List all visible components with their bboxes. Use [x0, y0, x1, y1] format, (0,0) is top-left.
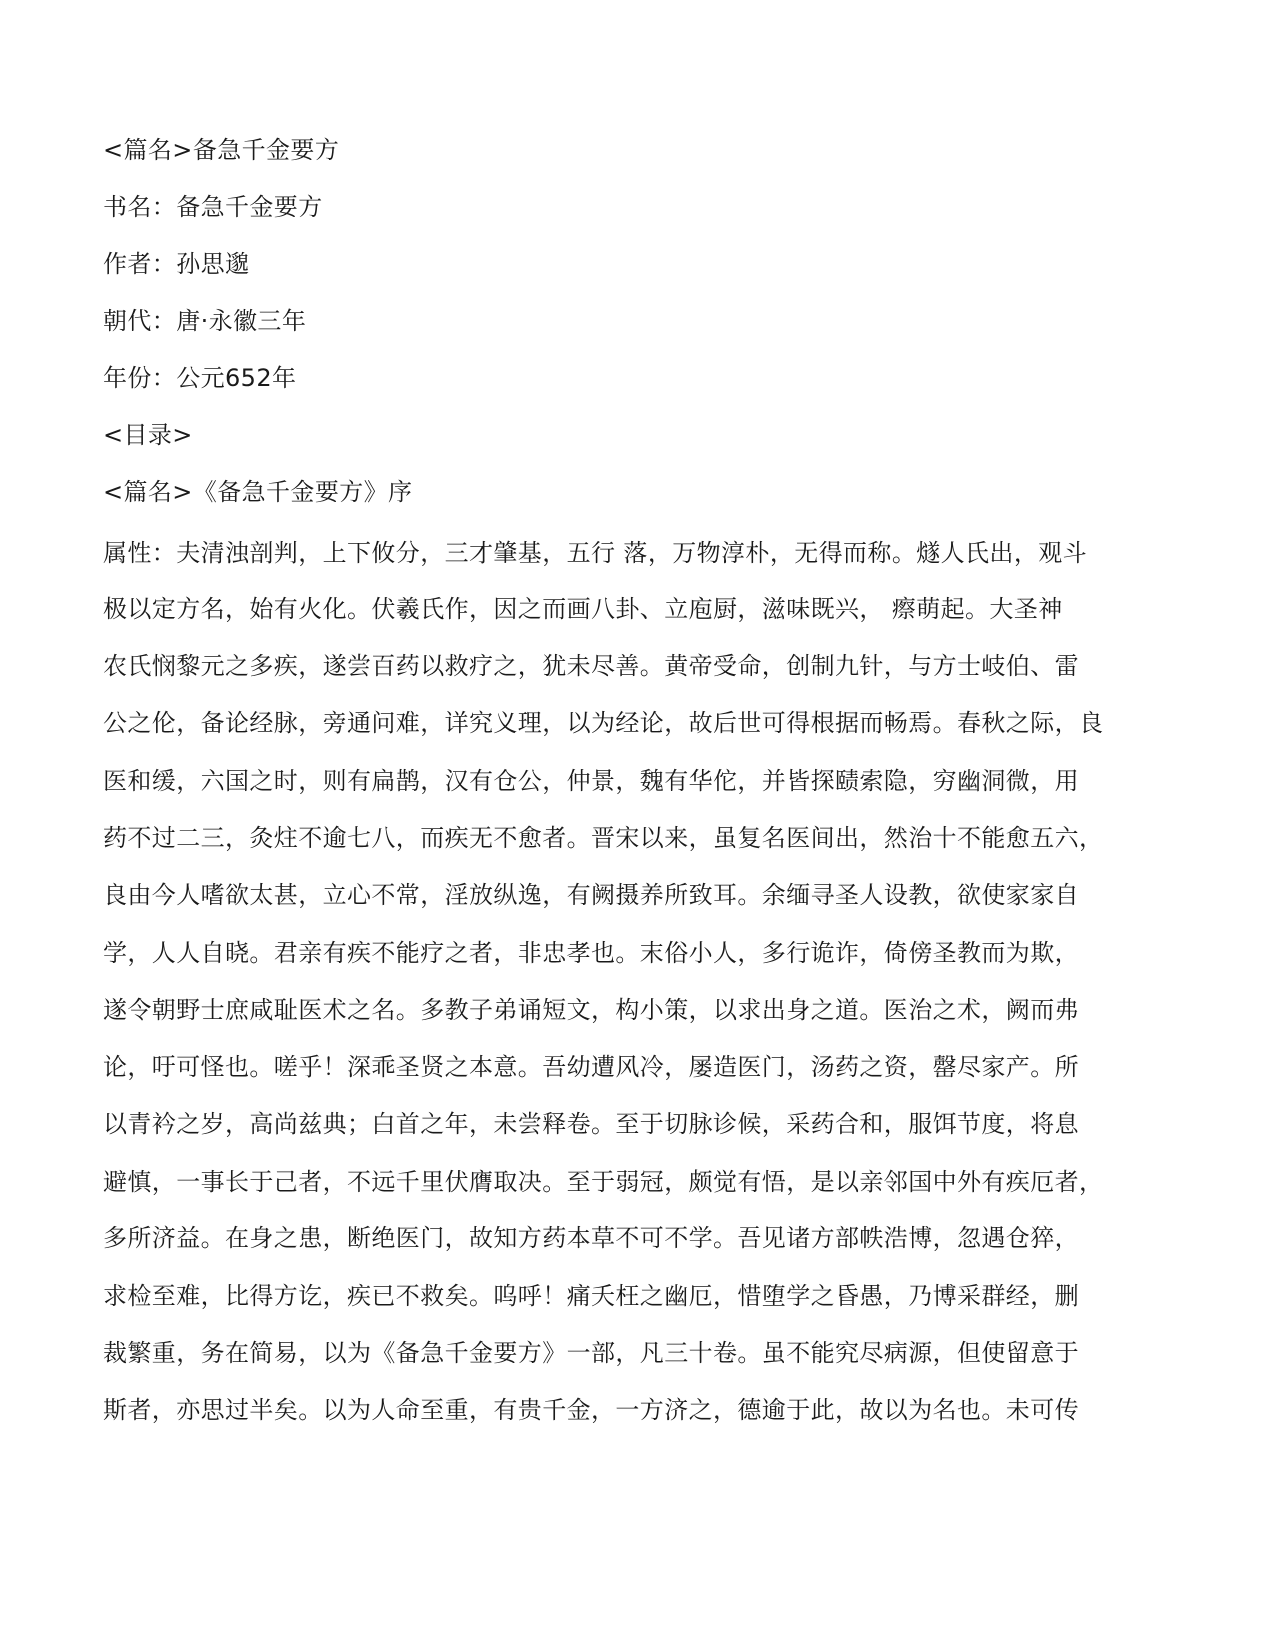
body-line: 遂令朝野士庶咸耻医术之名。多教子弟诵短文，构小策，以求出身之道。医治之术，阙而弗 [103, 996, 1079, 1024]
body-line: 论，吁可怪也。嗟乎！深乖圣贤之本意。吾幼遭风冷，屡造医门，汤药之资，罄尽家产。所 [103, 1053, 1079, 1081]
body-line: 多所济益。在身之患，断绝医门，故知方药本草不可不学。吾见诸方部帙浩博，忽遇仓猝， [103, 1224, 1079, 1252]
book-name-line: 书名：备急千金要方 [103, 193, 323, 221]
author-line: 作者：孙思邈 [103, 250, 250, 278]
body-line: 公之伦，备论经脉，旁通问难，详究义理，以为经论，故后世可得根据而畅焉。春秋之际，良 [103, 709, 1104, 737]
preface-title-line: <篇名>《备急千金要方》序 [103, 478, 413, 506]
body-line: 求检至难，比得方讫，疾已不救矣。呜呼！痛夭枉之幽厄，惜堕学之昏愚，乃博采群经，删 [103, 1282, 1079, 1310]
body-line: 农氏悯黎元之多疾，遂尝百药以救疗之，犹未尽善。黄帝受命，创制九针，与方士岐伯、雷 [103, 652, 1079, 680]
body-line: 学，人人自晓。君亲有疾不能疗之者，非忠孝也。末俗小人，多行诡诈，倚傍圣教而为欺， [103, 939, 1079, 967]
body-line: 属性：夫清浊剖判，上下攸分，三才肇基，五行 落，万物淳朴，无得而称。燧人氏出，观斗 [103, 539, 1088, 567]
body-line: 裁繁重，务在简易，以为《备急千金要方》一部，凡三十卷。虽不能究尽病源，但使留意于 [103, 1339, 1079, 1367]
body-line: 斯者，亦思过半矣。以为人命至重，有贵千金，一方济之，德逾于此，故以为名也。未可传 [103, 1396, 1079, 1424]
body-line: 良由今人嗜欲太甚，立心不常，淫放纵逸，有阙摄养所致耳。余缅寻圣人设教，欲使家家自 [103, 881, 1079, 909]
body-line: 以青衿之岁，高尚兹典；白首之年，未尝释卷。至于切脉诊候，采药合和，服饵节度，将息 [103, 1110, 1079, 1138]
dynasty-line: 朝代：唐·永徽三年 [103, 307, 307, 335]
body-line: 避慎，一事长于己者，不远千里伏膺取决。至于弱冠，颇觉有悟，是以亲邻国中外有疾厄者， [103, 1168, 1104, 1196]
body-line: 医和缓，六国之时，则有扁鹊，汉有仓公，仲景，魏有华佗，并皆探赜索隐，穷幽洞微，用 [103, 767, 1079, 795]
title-line: <篇名>备急千金要方 [103, 136, 340, 164]
year-line: 年份：公元652年 [103, 364, 297, 392]
contents-line: <目录> [103, 421, 193, 449]
body-line: 药不过二三，灸炷不逾七八，而疾无不愈者。晋宋以来，虽复名医间出，然治十不能愈五六， [103, 824, 1104, 852]
body-line: 极以定方名，始有火化。伏羲氏作，因之而画八卦、立庖厨，滋味既兴， 瘵萌起。大圣神 [103, 595, 1063, 623]
